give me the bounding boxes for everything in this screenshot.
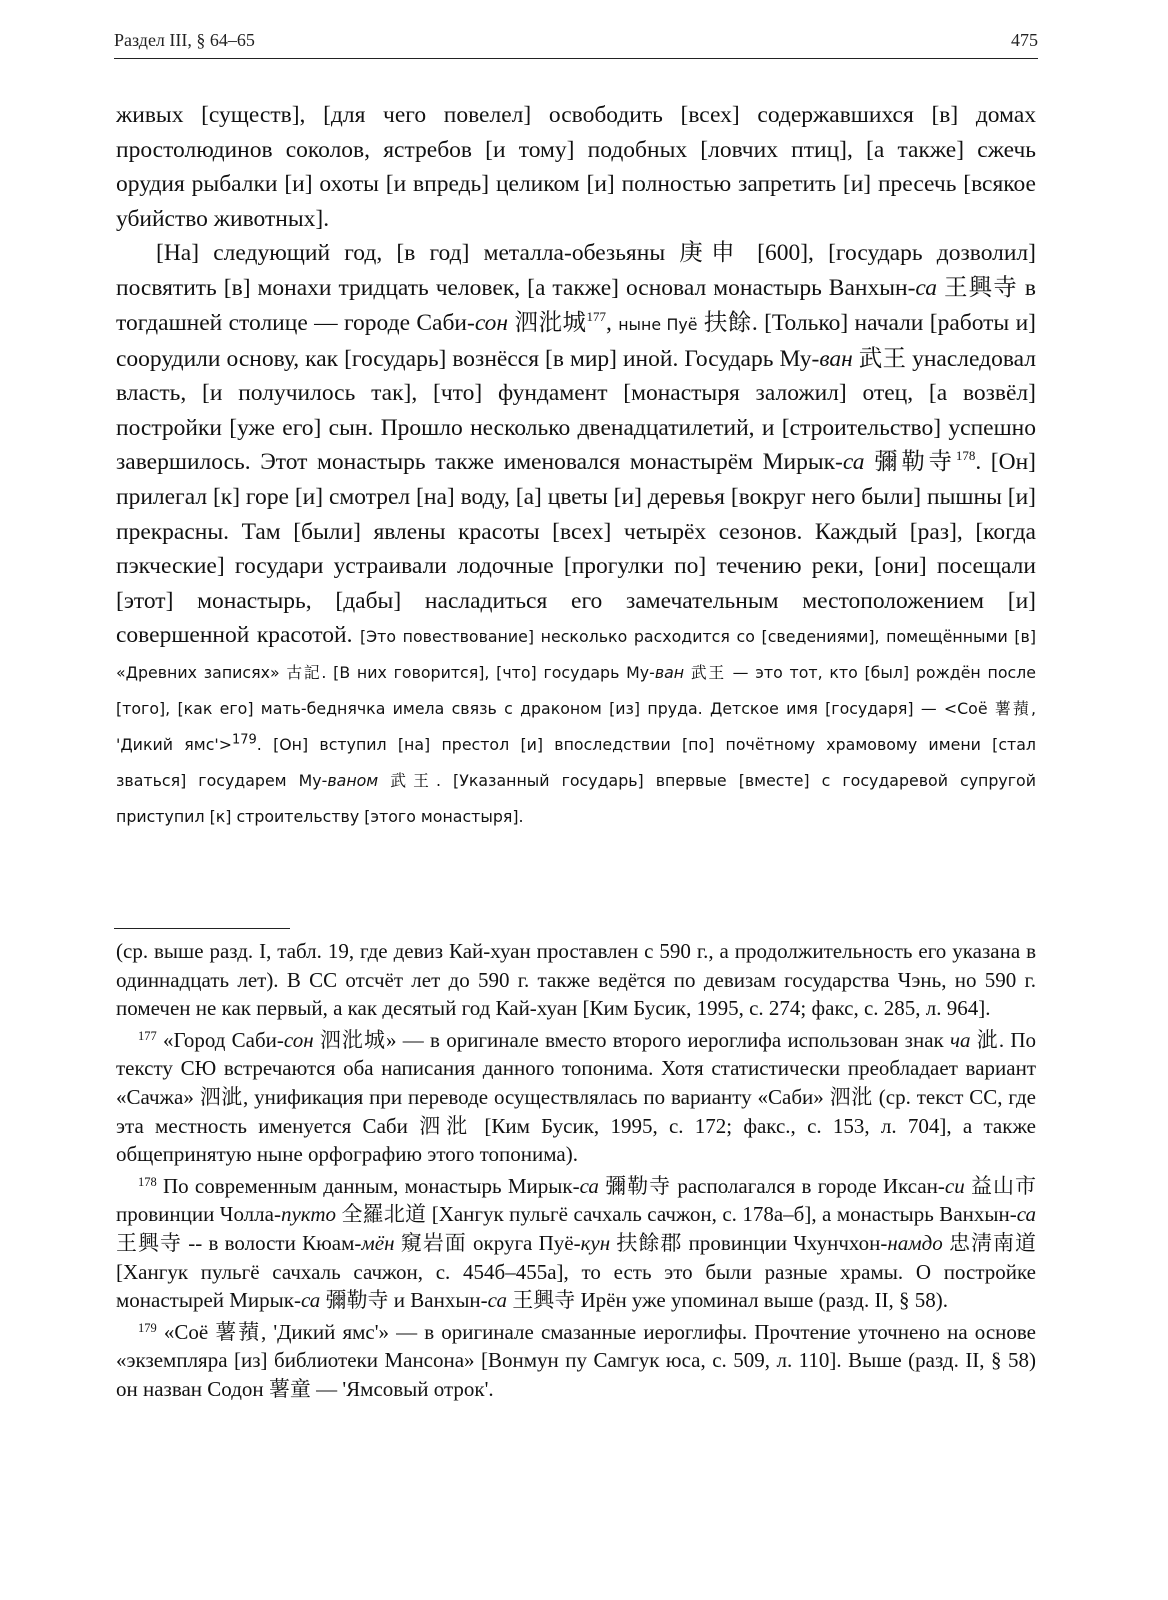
note-italic-run: ваном xyxy=(327,771,379,791)
note-run: 武王. [Указанный государь] впервые [вместе] с государевой супругой приступил [к] строительству [этого монастыря]. xyxy=(116,771,1036,827)
italic-run: сон xyxy=(474,309,509,336)
footnote-rule xyxy=(114,928,290,929)
footnote-run: 王興寺 Ирён уже упоминал выше (разд. II, § 58). xyxy=(506,1288,948,1313)
footnote-italic-run: са xyxy=(579,1173,599,1198)
commentary-note xyxy=(116,627,1036,826)
footnote-177 xyxy=(116,1026,1036,1169)
italic-run: са xyxy=(915,274,937,301)
footnote-run: «Соё 薯蕷, 'Дикий ямс'» — в оригинале смазанные иероглифы. Прочтение уточнено на основе «экземпляра [из] библиотеки Мансона» [Вонмун пу Самгук юса, с. 509, л. 110]. Выше (разд. II, § 58) он назван Содон 薯童 — 'Ямсовый отрок'. xyxy=(116,1319,1036,1401)
footnote-run: 益山市 провинции Чолла- xyxy=(116,1173,1036,1227)
text-run: 泗沘城 xyxy=(508,309,587,336)
text-run: 彌勒寺 xyxy=(864,449,956,476)
footnote-continuation xyxy=(116,937,1036,1023)
text-run: 扶餘. [Только] начали [работы и] соорудили основу, как [государь] вознёсся [в мир] иной. Государь Му- xyxy=(116,309,1036,372)
footnote-run: 泚. По тексту СЮ встречаются оба написания данного топонима. Хотя статистически преобладает вариант «Сачжа» 泗泚, унификация при переводе осуществлялась по варианту «Саби» 泗沘 (ср. текст СС, где эта местность именуется Саби 泗沘 [Ким Бусик, 1995, с. 172; факс., с. 153, л. 704], а также общепринятую ныне орфографию этого топонима). xyxy=(116,1027,1037,1167)
page-number: 475 xyxy=(1011,30,1038,50)
footnote-italic-run: кун xyxy=(580,1230,611,1255)
inline-note: ныне Пуё xyxy=(618,314,698,334)
footnote-italic-run: си xyxy=(944,1173,965,1198)
section-reference: Раздел III, § 64–65 xyxy=(114,30,255,50)
footnote-run: По современным данным, монастырь Мирык- xyxy=(156,1173,580,1198)
footnote-italic-run: ча xyxy=(950,1027,971,1052)
footnote-run: 窺岩面 округа Пуё- xyxy=(394,1230,581,1255)
footnote-number: 179 xyxy=(138,1320,157,1335)
footnote-italic-run: намдо xyxy=(887,1230,943,1255)
footnote-run: 忠淸南道 [Хангук пульгё сачхаль сачжон, с. 454б–455а], то есть это были разные храмы. О постройке монастырей Мирык- xyxy=(116,1230,1037,1313)
footnote-ref-179[interactable]: 179 xyxy=(231,733,257,749)
footnote-run: 全羅北道 [Хангук пульгё сачхаль сачжон, с. 178а–б], а монастырь Ванхын- xyxy=(336,1202,1017,1227)
text-run: 武王 унаследовал власть, [и получилось так], [что] фундамент [монастыря заложил] отец, [а возвёл] постройки [уже его] сын. Прошло несколько двенадцатилетий, и [строительство] успешно завершилось. Этот монастырь также именовался монастырём Мирык- xyxy=(116,345,1036,476)
footnote-italic-run: сон xyxy=(283,1027,314,1052)
text-run: 王興寺 в тогдашней столице — городе Саби- xyxy=(116,274,1036,336)
text-run: . [Он] прилегал [к] горе [и] смотрел [на] воду, [а] цветы [и] деревья [вокруг него были] пышны [и] прекрасны. Там [были] явлены красоты [всех] четырёх сезонов. Каждый [раз], [когда пэкческие] государи устраивали лодочные [прогулки по] течению реки, [они] посещали [этот] монастырь, [дабы] насладиться его замечательным местоположением [и] совершенной красотой. xyxy=(116,449,1037,649)
footnote-ref-177[interactable]: 177 xyxy=(586,308,606,324)
header-rule xyxy=(114,58,1038,59)
footnote-run: 泗沘城» — в оригинале вместо второго иероглифа использован знак xyxy=(313,1027,950,1052)
text-run: [На] следующий год, [в год] металла-обезьяны 庚申 [600], [государь дозволил] посвятить [в] монахи тридцать человек, [а также] основал монастырь Ванхын- xyxy=(116,240,1036,301)
footnote-179 xyxy=(116,1318,1036,1404)
footnote-ref-178[interactable]: 178 xyxy=(955,448,976,464)
footnote-number: 178 xyxy=(138,1174,157,1189)
footnote-run: 彌勒寺 и Ванхын- xyxy=(320,1288,488,1313)
footnote-178 xyxy=(116,1172,1036,1315)
note-run: . [Он] вступил [на] престол [и] впоследствии [по] почётному храмовому имени [стал зваться] государем Му- xyxy=(116,735,1037,791)
footnote-number: 177 xyxy=(138,1028,157,1043)
footnote-run: 扶餘郡 провинции Чхунчхон- xyxy=(610,1230,888,1255)
note-italic-run: ван xyxy=(654,663,685,683)
footnote-italic-run: са xyxy=(1016,1202,1036,1227)
running-head xyxy=(114,30,1038,51)
italic-run: са xyxy=(842,449,865,476)
footnote-run: 王興寺 -- в волости Кюам- xyxy=(116,1230,362,1255)
footnote-text: (ср. выше разд. I, табл. 19, где девиз Кай-хуан проставлен с 590 г., а продолжительность его указана в одиннадцать лет). В СС отсчёт лет до 590 г. также ведётся по девизам государства Чэнь, но 590 г. помечен не как первый, а как десятый год Кай-хуан [Ким Бусик, 1995, с. 274; факс, с. 285, л. 964]. xyxy=(116,939,1036,1021)
footnote-run: 彌勒寺 располагался в городе Иксан- xyxy=(598,1173,945,1198)
paragraph-1 xyxy=(116,98,1036,236)
italic-run: ван xyxy=(819,345,853,372)
note-run: 武王 — это тот, кто [был] рождён после [того], [как его] мать-беднячка имела связь с драконом [из] пруда. Детское имя [государя] — <Соё 薯蕷, 'Дикий ямс'> xyxy=(116,663,1037,755)
note-run: [Это повествование] несколько расходится со [сведениями], помещёнными [в] «Древних записях» 古記. [В них говорится], [что] государь Му- xyxy=(116,627,1036,683)
footnote-italic-run: са xyxy=(487,1288,507,1313)
footnotes xyxy=(116,937,1036,1404)
footnote-run: «Город Саби- xyxy=(156,1027,284,1052)
paragraph-2 xyxy=(116,236,1036,834)
footnote-italic-run: пукто xyxy=(280,1202,336,1227)
paragraph-1-text: живых [существ], [для чего повелел] освободить [всех] содержавшихся [в] домах простолюдинов соколов, ястребов [и тому] подобных [ловчих птиц], [а также] сжечь орудия рыбалки [и] охоты [и впредь] целиком [и] полностью запретить [и] пресечь [всякое убийство животных]. xyxy=(116,102,1036,232)
text-run: , xyxy=(605,309,619,336)
main-text xyxy=(116,98,1036,834)
footnote-italic-run: са xyxy=(300,1288,321,1313)
footnote-italic-run: мён xyxy=(361,1230,395,1255)
